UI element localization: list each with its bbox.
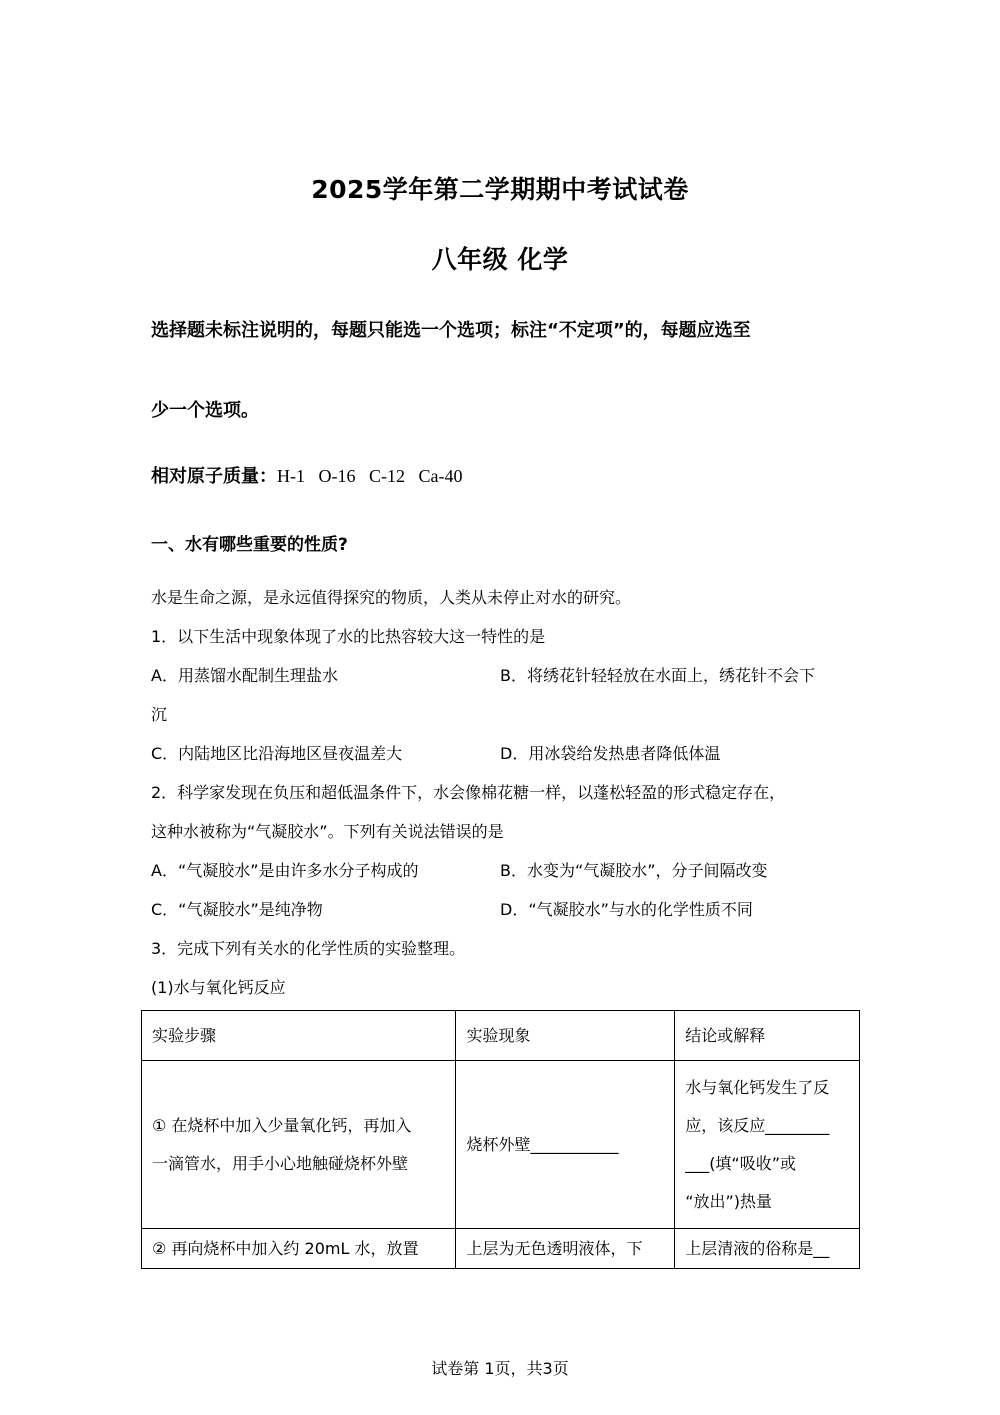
table-row (142, 1229, 860, 1269)
table-header-cell: 实验现象 (456, 1011, 675, 1061)
section-intro: 水是生命之源，是永远值得探究的物质，人类从未停止对水的研究。 (151, 588, 632, 607)
atomic-mass-label: 相对原子质量： (151, 466, 277, 487)
conclusion-line: “放出”)热量 (685, 1191, 773, 1211)
step-line: ① 在烧杯中加入少量氧化钙，再加入 (152, 1115, 412, 1135)
atomic-mass-values: H-1 O-16 C-12 Ca-40 (277, 466, 463, 486)
table-cell-conclusion: 上层清液的俗称是__ (675, 1229, 860, 1269)
step-line: 一滴管水，用手小心地触碰烧杯外壁 (152, 1153, 409, 1173)
q2-stem-line1: 2．科学家发现在负压和超低温条件下，水会像棉花糖一样，以蓬松轻盈的形式稳定存在， (151, 783, 786, 802)
table-cell-conclusion (675, 1061, 860, 1229)
q1-stem: 1．以下生活中现象体现了水的比热容较大这一特性的是 (151, 627, 546, 646)
q3-stem: 3．完成下列有关水的化学性质的实验整理。 (151, 939, 466, 958)
table-header-row (142, 1011, 860, 1061)
table-row (142, 1061, 860, 1229)
q1-option-d: D．用冰袋给发热患者降低体温 (500, 744, 721, 763)
q2-stem-line2: 这种水被称为“气凝胶水”。下列有关说法错误的是 (151, 822, 504, 841)
table-header-cell: 实验步骤 (142, 1011, 456, 1061)
q1-option-b: B．将绣花针轻轻放在水面上，绣花针不会下 (500, 666, 815, 685)
q2-option-a: A．“气凝胶水”是由许多水分子构成的 (151, 861, 419, 880)
q1-option-c: C．内陆地区比沿海地区昼夜温差大 (151, 744, 403, 763)
exam-subtitle: 八年级 化学 (431, 245, 569, 274)
page-footer: 试卷第 1页，共3页 (431, 1359, 569, 1378)
q2-option-d: D．“气凝胶水”与水的化学性质不同 (500, 900, 753, 919)
table-cell-step (142, 1061, 456, 1229)
q2-option-c: C．“气凝胶水”是纯净物 (151, 900, 323, 919)
q2-option-b: B．水变为“气凝胶水”，分子间隔改变 (500, 861, 768, 880)
table-cell-phenomenon: 烧杯外壁___________ (456, 1061, 675, 1229)
conclusion-line: ___(填“吸收”或 (685, 1153, 797, 1173)
table-cell-phenomenon: 上层为无色透明液体，下 (456, 1229, 675, 1269)
experiment-table (141, 1010, 860, 1269)
q1-option-b-cont: 沉 (151, 705, 168, 724)
table-header-cell: 结论或解释 (675, 1011, 860, 1061)
instructions-line2: 少一个选项。 (151, 400, 259, 421)
table-cell-step: ② 再向烧杯中加入约 20mL 水，放置 (142, 1229, 456, 1269)
atomic-mass-line (151, 462, 462, 488)
conclusion-line: 水与氧化钙发生了反 (685, 1077, 830, 1097)
exam-title: 2025学年第二学期期中考试试卷 (311, 175, 689, 204)
section-heading: 一、水有哪些重要的性质? (151, 535, 348, 555)
conclusion-line: 应，该反应________ (685, 1115, 830, 1135)
instructions-line1: 选择题未标注说明的，每题只能选一个选项；标注“不定项”的，每题应选至 (151, 320, 751, 341)
q1-option-a: A．用蒸馏水配制生理盐水 (151, 666, 338, 685)
q3-sub1: (1)水与氧化钙反应 (151, 978, 286, 997)
